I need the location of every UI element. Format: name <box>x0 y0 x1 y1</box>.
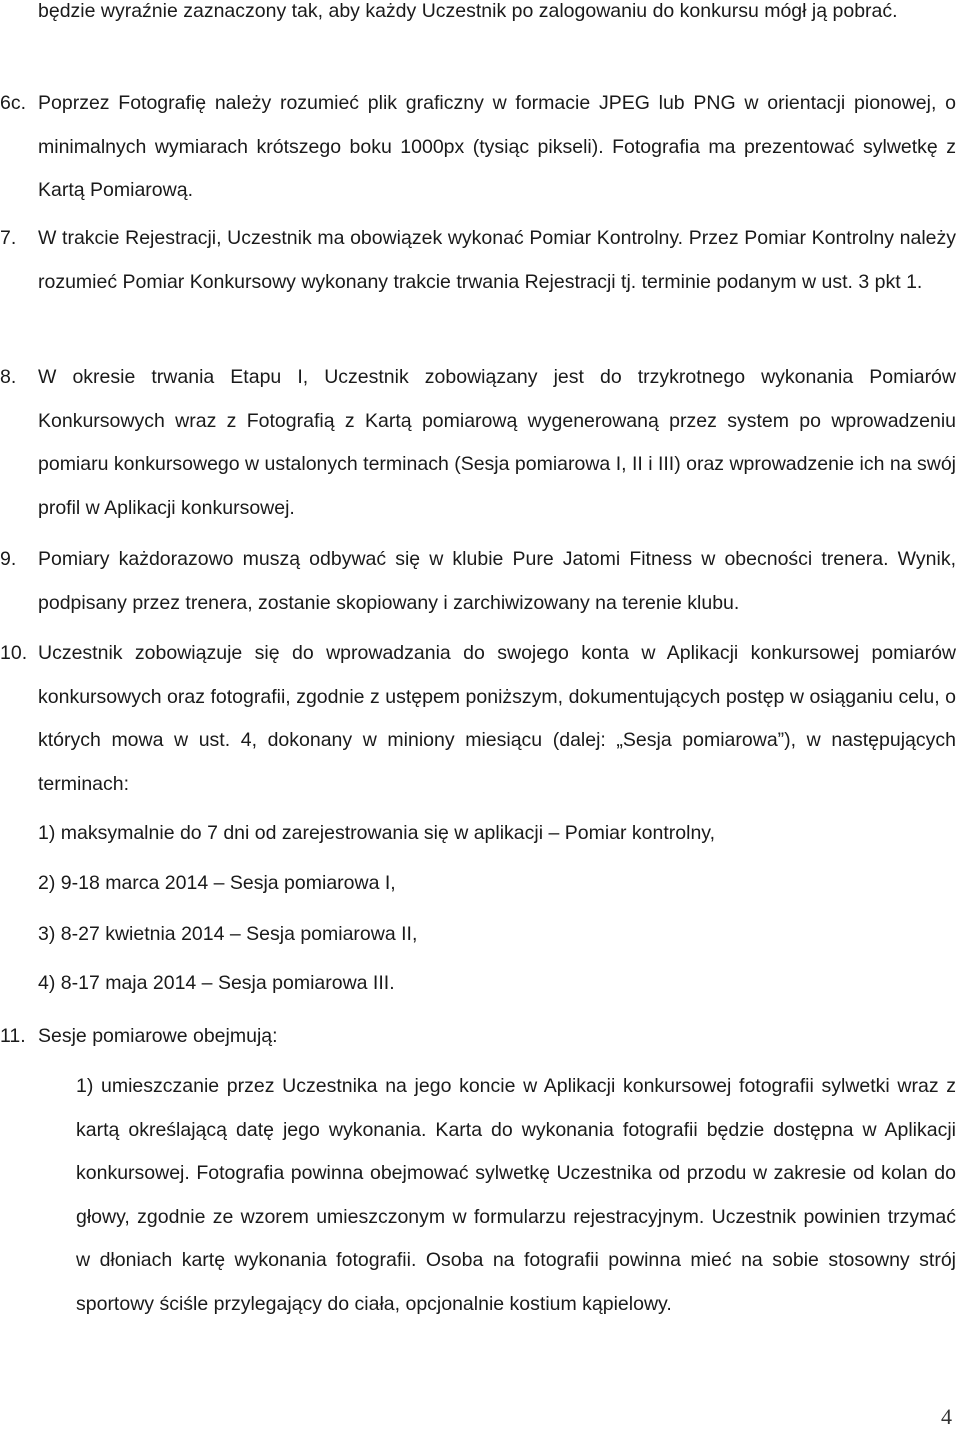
paragraph-text: Sesje pomiarowe obejmują: <box>38 1025 278 1047</box>
paragraph-11 <box>0 1015 956 1059</box>
paragraph-number: 8. <box>0 366 17 388</box>
paragraph-number: 9. <box>0 548 17 570</box>
paragraph-7 <box>0 217 956 304</box>
paragraph-11-subitem <box>76 1065 956 1326</box>
paragraph-6c <box>0 82 956 213</box>
paragraph-text: Pomiary każdorazowo muszą odbywać się w klubie Pure Jatomi Fitness w obecności trenera. Wynik, podpisany przez trenera, zostanie skopiowany i zarchiwizowany na terenie klubu. <box>38 548 956 614</box>
list-item: 4) 8-17 maja 2014 – Sesja pomiarowa III. <box>38 972 395 994</box>
paragraph-text: będzie wyraźnie zaznaczony tak, aby każdy Uczestnik po zalogowaniu do konkursu mógł ją pobrać. <box>38 0 898 22</box>
list-item: 2) 9-18 marca 2014 – Sesja pomiarowa I, <box>38 872 396 894</box>
paragraph-8 <box>0 356 956 530</box>
list-item: 3) 8-27 kwietnia 2014 – Sesja pomiarowa II, <box>38 923 418 945</box>
paragraph-9 <box>0 538 956 625</box>
paragraph-text: Poprzez Fotografię należy rozumieć plik graficzny w formacie JPEG lub PNG w orientacji pionowej, o minimalnych wymiarach krótszego boku 1000px (tysiąc pikseli). Fotografia ma prezentować sylwetkę z Kartą Pomiarową. <box>38 92 956 201</box>
paragraph-number: 6c. <box>0 92 27 114</box>
paragraph-10 <box>0 632 956 806</box>
paragraph-text: 1) umieszczanie przez Uczestnika na jego koncie w Aplikacji konkursowej fotografii sylwetki wraz z kartą określającą datę jego wykonania. Karta do wykonania fotografii będzie dostępna w Aplikacji konkursowej. Fotografia powinna obejmować sylwetkę Uczestnika od przodu w zakresie od kolan do głowy, zgodnie ze wzorem umieszczonym w formularzu rejestracyjnym. Uczestnik powinien trzymać w dłoniach kartę wykonania fotografii. Osoba na fotografii powinna mieć na sobie stosowny strój sportowy ściśle przylegający do ciała, opcjonalnie kostium kąpielowy. <box>76 1075 956 1315</box>
paragraph-continuation <box>38 0 956 34</box>
paragraph-number: 11. <box>0 1025 26 1047</box>
page-number: 4 <box>941 1404 952 1429</box>
paragraph-number: 7. <box>0 227 17 249</box>
paragraph-text: W okresie trwania Etapu I, Uczestnik zobowiązany jest do trzykrotnego wykonania Pomiarów Konkursowych wraz z Fotografią z Kartą pomiarową wygenerowaną przez system po wprowadzeniu pomiaru konkursowego w ustalonych terminach (Sesja pomiarowa I, II i III) oraz wprowadzenie ich na swój profil w Aplikacji konkursowej. <box>38 366 956 519</box>
paragraph-text: W trakcie Rejestracji, Uczestnik ma obowiązek wykonać Pomiar Kontrolny. Przez Pomiar Kontrolny należy rozumieć Pomiar Konkursowy wykonany trakcie trwania Rejestracji tj. terminie podanym w ust. 3 pkt 1. <box>38 227 956 293</box>
paragraph-text: Uczestnik zobowiązuje się do wprowadzania do swojego konta w Aplikacji konkursowej pomiarów konkursowych oraz fotografii, zgodnie z ustępem poniższym, dokumentujących postęp w osiąganiu celu, o których mowa w ust. 4, dokonany w miniony miesiącu (dalej: „Sesja pomiarowa”), w następujących terminach: <box>38 642 956 795</box>
list-item: 1) maksymalnie do 7 dni od zarejestrowania się w aplikacji – Pomiar kontrolny, <box>38 822 716 844</box>
paragraph-number: 10. <box>0 642 28 664</box>
